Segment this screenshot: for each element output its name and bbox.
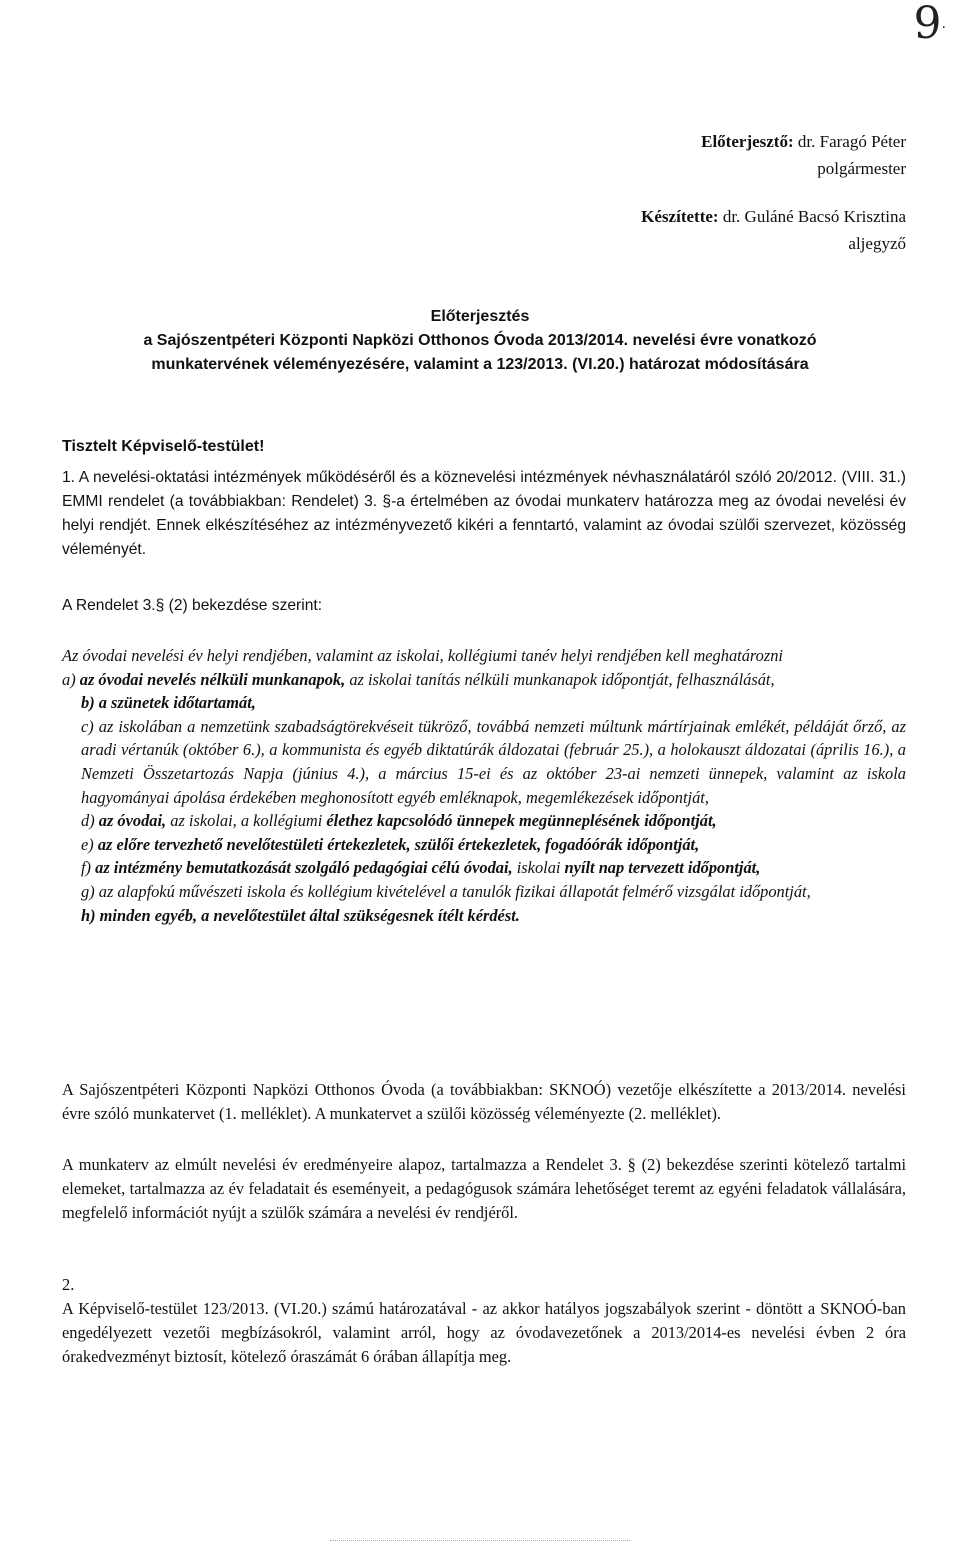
- prepared-role: aljegyző: [848, 234, 906, 253]
- quote-item-h: [62, 904, 906, 928]
- quote-f-bold-2: nyílt nap tervezett időpontját,: [564, 858, 761, 878]
- quote-item-d: [62, 809, 906, 833]
- rendelet-reference: A Rendelet 3.§ (2) bekezdése szerint:: [62, 597, 323, 614]
- quote-item-c: c) az iskolában a nemzetünk szabadságtörekvéseit tükröző, továbbá nemzeti múltunk mártírjainak emlékét, példáját őrző, az aradi vértanúk (október 6.), a kommunista és egyéb diktatúrák áldozatai (február 25.), a holokauszt áldozatai (április 16.), a Nemzeti Összetartozás Napja (június 4.), a március 15-ei és az október 23-ai nemzeti ünnepek, valamint az iskola hagyományai ápolása érdekében meghonosított egyéb emléknapok, megemlékezések időpontját,: [81, 716, 906, 807]
- prepared-block: [641, 203, 906, 257]
- quote-item-f: [62, 856, 906, 880]
- presenter-block: [701, 128, 906, 182]
- quote-f-bold: az intézmény bemutatkozását szolgáló pedagógiai célú óvodai,: [95, 858, 513, 878]
- quote-d-bold-1: az óvodai,: [98, 811, 167, 831]
- quote-intro: Az óvodai nevelési év helyi rendjében, valamint az iskolai, kollégiumi tanév helyi rendjében kell meghatározni: [62, 646, 783, 665]
- quote-e-bold: az előre tervezhető nevelőtestületi értekezletek, szülői értekezletek, fogadóórák időpontját,: [97, 834, 700, 854]
- page-number: 9.: [913, 0, 946, 49]
- quote-a-bold: az óvodai nevelés nélküli munkanapok,: [79, 669, 346, 689]
- quote-item-g: g) az alapfokú művészeti iskola és kollégium kivételével a tanulók fizikai állapotát felmérő vizsgálat időpontját,: [81, 881, 811, 901]
- quote-item-a: [62, 668, 906, 692]
- title-line-3: munkatervének véleményezésére, valamint a 123/2013. (VI.20.) határozat módosítására: [151, 356, 809, 373]
- quote-f-prefix: f): [81, 858, 96, 878]
- page-number-text: 9: [913, 0, 942, 49]
- quote-d-bold-2: élethez kapcsolódó ünnepek megünneplésének időpontját,: [326, 811, 717, 831]
- quote-d-prefix: d): [81, 811, 99, 831]
- presenter-role: polgármester: [817, 159, 906, 178]
- section-1-text: 1. A nevelési-oktatási intézmények működéséről és a köznevelési intézmények névhasználatáról szóló 20/2012. (VIII. 31.) EMMI rendelet (a továbbiakban: Rendelet) 3. §-a értelmében az óvodai munkaterv határozza meg az óvodai nevelési év helyi rendjét. Ennek elkészítéséhez az intézményvezető kikéri a fenntartó, valamint az óvodai szülői szervezet, közösség véleményét.: [62, 469, 906, 558]
- scan-artifact-line: [330, 1540, 630, 1543]
- section-2-number: 2.: [62, 1275, 75, 1294]
- paragraph-munkaterv-prepared: A Sajószentpéteri Központi Napközi Otthonos Óvoda (a továbbiakban: SKNOÓ) vezetője elkészítette a 2013/2014. nevelési évre szóló munkatervet (1. melléklet). A munkatervet a szülői közösség véleményezte (2. melléklet).: [62, 1080, 906, 1123]
- presenter-name: dr. Faragó Péter: [793, 132, 906, 151]
- quote-f-mid: iskolai: [512, 858, 565, 878]
- title-line-2: a Sajószentpéteri Központi Napközi Otthonos Óvoda 2013/2014. nevelési évre vonatkozó: [143, 332, 817, 349]
- paragraph-munkaterv-content: A munkaterv az elmúlt nevelési év eredményeire alapoz, tartalmazza a Rendelet 3. § (2) bekezdése szerinti kötelező tartalmi elemeket, tartalmazza az év feladatait és eseményeit, a pedagógusok számára lehetőséget teremt az egyéni feladatok vállalására, megfelelő információt nyújt a szülők számára a nevelési év rendjéről.: [62, 1155, 906, 1222]
- prepared-name: dr. Guláné Bacsó Krisztina: [718, 207, 906, 226]
- quote-b-bold: b) a szünetek időtartamát,: [81, 693, 256, 713]
- quote-e-prefix: e): [81, 834, 98, 854]
- prepared-label: Készítette:: [641, 207, 719, 226]
- quote-item-b: [62, 691, 906, 715]
- quote-d-mid: az iskolai, a kollégiumi: [166, 811, 327, 831]
- paragraph-resolution: A Képviselő-testület 123/2013. (VI.20.) számú határozatával - az akkor hatályos jogszabályok szerint - döntött a SKNOÓ-ban engedélyezett vezetői megbízásokról, valamint arról, hogy az óvodavezetőnek a 2013/2014-es nevelési évben 2 óra órakedvezményt biztosít, kötelező óraszámát 6 órában állapítja meg.: [62, 1299, 906, 1366]
- presenter-label: Előterjesztő:: [701, 132, 794, 151]
- title-line-1: Előterjesztés: [430, 308, 530, 325]
- legal-quote: [62, 644, 906, 927]
- quote-item-e: [62, 833, 906, 857]
- salutation: Tisztelt Képviselő-testület!: [62, 438, 265, 455]
- quote-a-rest: az iskolai tanítás nélküli munkanapok időpontját, felhasználását,: [345, 669, 775, 689]
- document-title: [90, 305, 870, 377]
- quote-a-prefix: a): [62, 669, 80, 689]
- quote-h-bold: h) minden egyéb, a nevelőtestület által szükségesnek ítélt kérdést.: [81, 905, 520, 925]
